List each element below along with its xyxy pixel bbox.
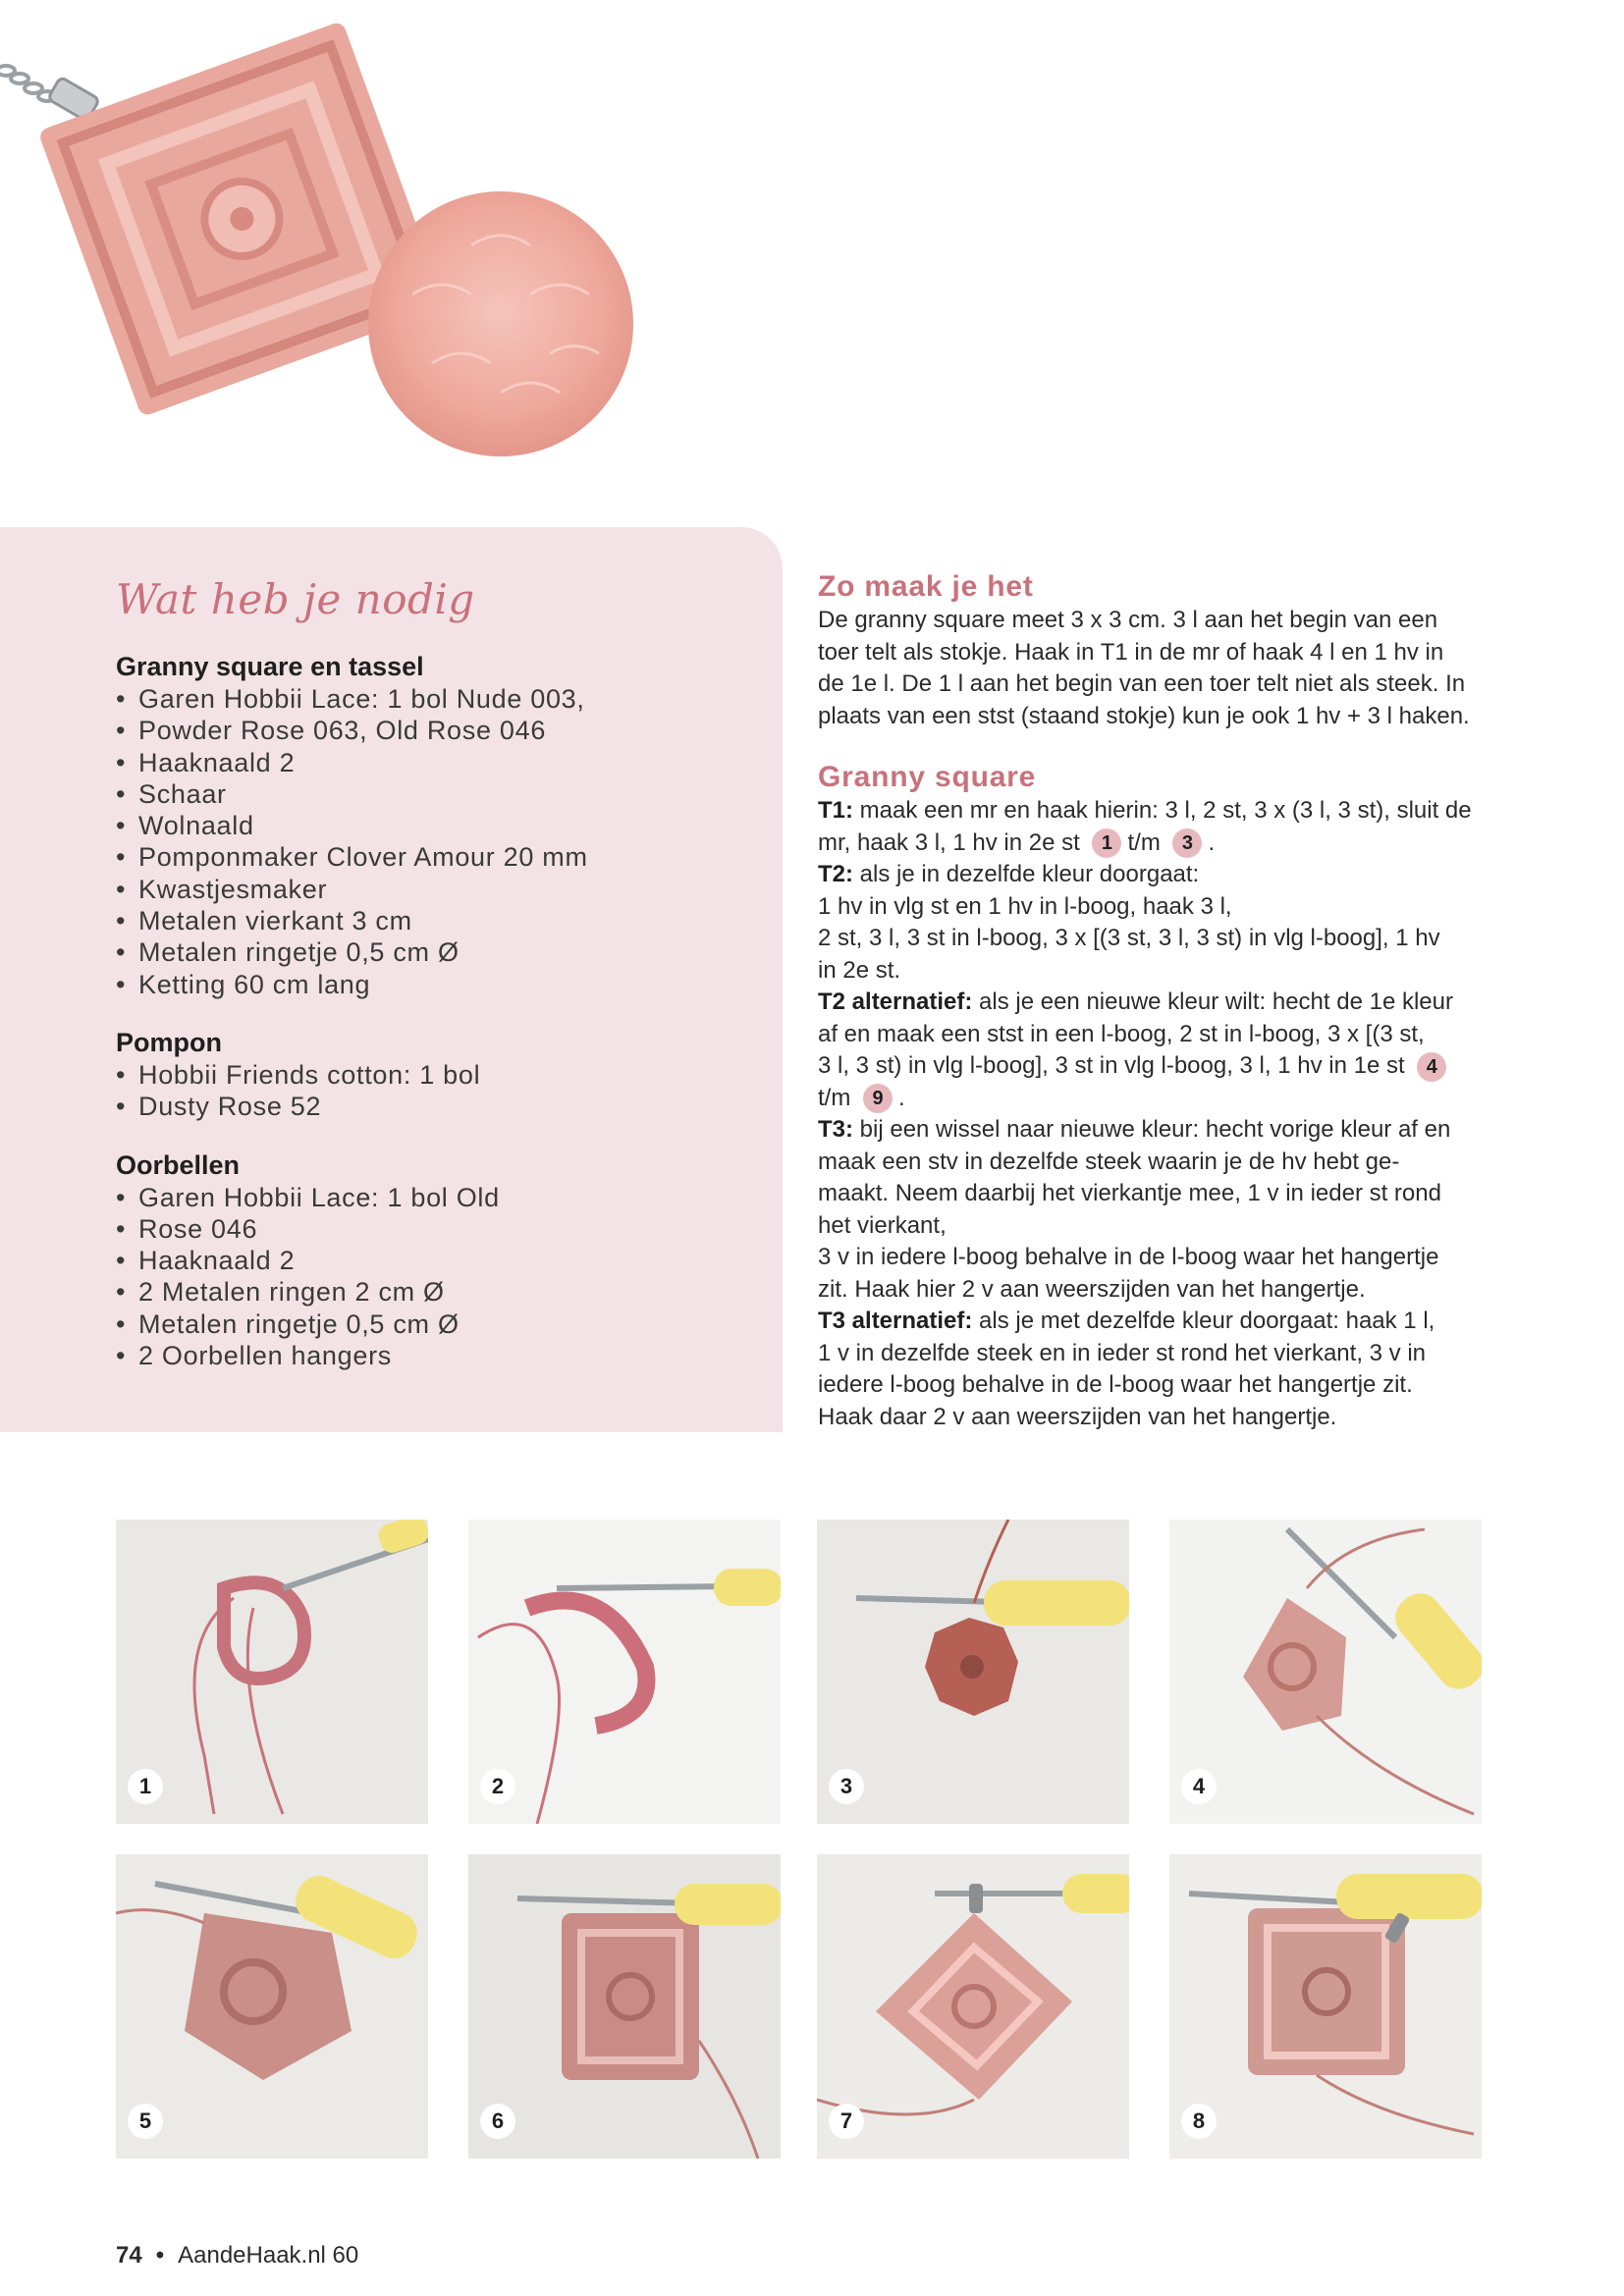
crochet-step-image: [817, 1854, 1129, 2159]
instruction-line: 1 v in dezelfde steek en in ieder st rond het vierkant, 3 v in: [818, 1339, 1427, 1366]
instruction-text: t/m: [1127, 828, 1161, 856]
instruction-line: zit. Haak hier 2 v aan weerszijden van het hangertje.: [818, 1275, 1366, 1303]
step-badge: 3: [1172, 828, 1202, 858]
materials-title: Wat heb je nodig: [116, 575, 475, 623]
round-label: T3:: [818, 1116, 853, 1143]
instruction-text: maak een mr en haak hierin: 3 l, 2 st, 3 x (3 l, 3 st), sluit de: [853, 797, 1472, 824]
instruction-line: 2 st, 3 l, 3 st in l-boog, 3 x [(3 st, 3 l, 3 st) in vlg l-boog], 1 hv: [818, 925, 1440, 951]
instruction-line: het vierkant,: [818, 1211, 947, 1239]
step-badge: 9: [863, 1084, 893, 1113]
step-number: 1: [128, 1769, 163, 1804]
step-number: 8: [1181, 2104, 1217, 2139]
instruction-line: in 2e st.: [818, 956, 901, 984]
instruction-text: 3 l, 3 st) in vlg l-boog], 3 st in vlg l-boog, 3 l, 1 hv in 1e st: [818, 1052, 1405, 1079]
list-item: • Kwastjesmaker: [116, 874, 764, 905]
round-label: T3 alternatief:: [818, 1308, 973, 1334]
instruction-line: [818, 1083, 1486, 1115]
intro-line: de 1e l. De 1 l aan het begin van een toer telt niet als steek. In: [818, 670, 1466, 697]
list-item: • Metalen ringetje 0,5 cm Ø: [116, 936, 764, 968]
list-item: • Rose 046: [116, 1213, 764, 1245]
list-item: • Garen Hobbii Lace: 1 bol Nude 003,: [116, 683, 764, 715]
step-badge: 4: [1417, 1052, 1446, 1082]
group-oorbellen: [116, 1148, 764, 1372]
group-title: Pompon: [116, 1027, 222, 1057]
page-footer: [116, 2242, 358, 2269]
step-number: 2: [480, 1769, 515, 1804]
step-number: 6: [480, 2104, 515, 2139]
instruction-line: maakt. Neem daarbij het vierkantje mee, 1 v in ieder st rond: [818, 1180, 1441, 1206]
section-title-granny: Granny square: [818, 761, 1037, 793]
step-number: 7: [829, 2104, 864, 2139]
intro-line: toer telt als stokje. Haak in T1 in de mr of haak 4 l en 1 hv in: [818, 638, 1444, 666]
group-title: Oorbellen: [116, 1149, 241, 1180]
step-photo-4: [1169, 1520, 1482, 1824]
step-photo-8: [1169, 1854, 1482, 2159]
instruction-line: 1 hv in vlg st en 1 hv in l-boog, haak 3 l,: [818, 892, 1232, 920]
instruction-line: [818, 828, 1486, 860]
instruction-text: t/m: [818, 1084, 851, 1111]
list-item: • Pomponmaker Clover Amour 20 mm: [116, 841, 764, 873]
step-photo-6: [468, 1854, 781, 2159]
materials-list: [116, 650, 764, 1397]
instruction-text: als je een nieuwe kleur wilt: hecht de 1e kleur: [972, 988, 1453, 1015]
round-label: T2:: [818, 861, 853, 887]
step-number: 5: [128, 2104, 163, 2139]
instruction-line: [818, 1114, 1486, 1147]
intro-line: De granny square meet 3 x 3 cm. 3 l aan het begin van een: [818, 607, 1438, 633]
list-item: • Garen Hobbii Lace: 1 bol Old: [116, 1182, 764, 1213]
instruction-text: als je in dezelfde kleur doorgaat:: [853, 861, 1200, 887]
instruction-line: 3 v in iedere l-boog behalve in de l-boog waar het hangertje: [818, 1244, 1439, 1270]
footer-separator: •: [155, 2242, 165, 2269]
list-item: • Metalen vierkant 3 cm: [116, 905, 764, 936]
instruction-text: bij een wissel naar nieuwe kleur: hecht vorige kleur af en: [853, 1116, 1451, 1143]
instruction-text: mr, haak 3 l, 1 hv in 2e st: [818, 828, 1080, 856]
list-item: • Schaar: [116, 778, 764, 810]
round-label: T1:: [818, 797, 853, 824]
round-label: T2 alternatief:: [818, 988, 973, 1015]
list-item: • Haaknaald 2: [116, 747, 764, 778]
step-photo-7: [817, 1854, 1129, 2159]
instruction-text: .: [898, 1084, 905, 1111]
instruction-line: [818, 859, 1486, 891]
list-item: • Hobbii Friends cotton: 1 bol: [116, 1059, 764, 1091]
step-photo-5: [116, 1854, 428, 2159]
group-granny-square: [116, 650, 764, 1000]
list-item: • Powder Rose 063, Old Rose 046: [116, 715, 764, 746]
step-photo-3: [817, 1520, 1129, 1824]
step-photo-2: [468, 1520, 781, 1824]
hero-photo: [0, 0, 707, 510]
crochet-step-image: [116, 1520, 428, 1824]
step-badge: 1: [1092, 828, 1121, 858]
crochet-step-image: [468, 1520, 781, 1824]
instruction-line: [818, 987, 1486, 1019]
list-item: • Ketting 60 cm lang: [116, 969, 764, 1000]
instruction-line: maak een stv in dezelfde steek waarin je de hv hebt ge-: [818, 1148, 1400, 1175]
magazine-name: AandeHaak.nl 60: [178, 2242, 359, 2269]
crochet-step-image: [1169, 1520, 1482, 1824]
group-pompon: [116, 1026, 764, 1123]
instruction-text: .: [1208, 828, 1216, 856]
intro-line: plaats van een stst (staand stokje) kun je ook 1 hv + 3 l haken.: [818, 702, 1470, 729]
step-number: 4: [1181, 1769, 1217, 1804]
section-title-how: Zo maak je het: [818, 570, 1034, 603]
list-item: • Wolnaald: [116, 810, 764, 841]
instruction-line: [818, 1050, 1486, 1083]
crochet-step-image: [468, 1854, 781, 2159]
step-photo-1: [116, 1520, 428, 1824]
step-number: 3: [829, 1769, 864, 1804]
crochet-step-image: [817, 1520, 1129, 1824]
list-item: • Haaknaald 2: [116, 1245, 764, 1276]
instruction-line: iedere l-boog behalve in de l-boog waar het hangertje zit.: [818, 1371, 1413, 1398]
instructions: [818, 569, 1486, 1433]
list-item: • Metalen ringetje 0,5 cm Ø: [116, 1308, 764, 1340]
granny-square-keychain-photo: [0, 0, 707, 510]
instruction-line: [818, 1306, 1486, 1338]
crochet-step-image: [116, 1854, 428, 2159]
instruction-line: af en maak een stst in een l-boog, 2 st in l-boog, 3 x [(3 st,: [818, 1020, 1425, 1047]
instruction-line: [818, 795, 1486, 828]
list-item: • 2 Metalen ringen 2 cm Ø: [116, 1276, 764, 1308]
page-number: 74: [116, 2242, 142, 2269]
list-item: • Dusty Rose 52: [116, 1091, 764, 1122]
group-title: Granny square en tassel: [116, 652, 424, 681]
instruction-line: Haak daar 2 v aan weerszijden van het hangertje.: [818, 1403, 1337, 1430]
crochet-step-image: [1169, 1854, 1482, 2159]
list-item: • 2 Oorbellen hangers: [116, 1340, 764, 1371]
instruction-text: als je met dezelfde kleur doorgaat: haak 1 l,: [972, 1308, 1435, 1334]
